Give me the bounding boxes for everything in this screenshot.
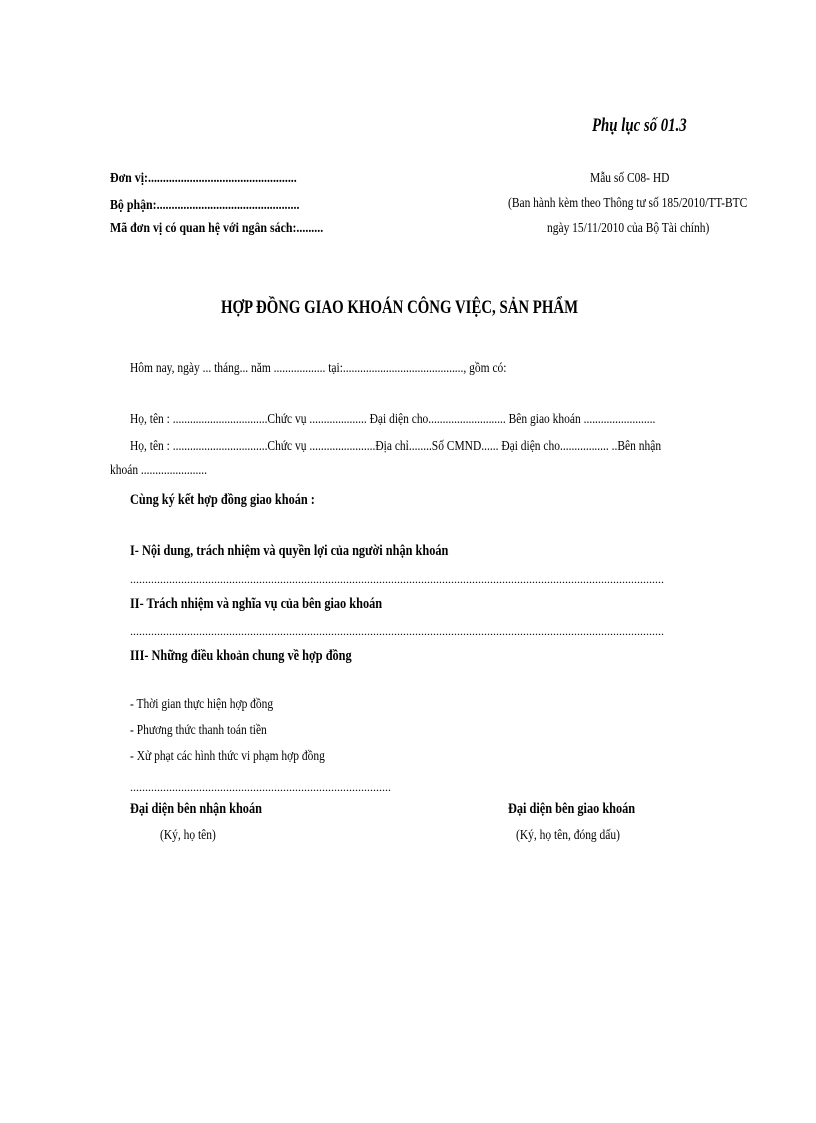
form-code <box>590 172 687 186</box>
section-3-text: III- Những điều khoản chung về hợp đồng <box>130 648 352 664</box>
unit-text: Đơn vị:.................................................. <box>110 171 297 186</box>
budget-code-field <box>110 222 361 236</box>
sign-left-note <box>160 829 228 843</box>
document-title <box>221 298 679 317</box>
party-b-line1 <box>130 440 778 454</box>
issued-note-line2 <box>547 222 745 236</box>
party-b-text-1: Họ, tên : .................................Chức vụ .......................Địa chỉ........Số CMND...... Đại diện cho................. ..Bên nhận <box>130 439 662 454</box>
sign-left-title-text: Đại diện bên nhận khoán <box>130 801 262 817</box>
department-field <box>110 199 333 213</box>
items-fill-line <box>130 780 391 795</box>
agreement-heading <box>130 493 355 508</box>
sign-right-title-text: Đại diện bên giao khoán <box>508 801 636 817</box>
issued-note-line1 <box>508 197 800 211</box>
party-b-text-2: khoán ....................... <box>110 463 207 478</box>
party-a-line <box>130 413 771 427</box>
department-text: Bộ phận:................................................ <box>110 198 300 213</box>
sign-right-note-text: (Ký, họ tên, đóng dấu) <box>516 828 620 843</box>
intro-text: Hôm nay, ngày ... tháng... năm .................. tại:.........................................., gồm có: <box>130 361 507 376</box>
list-item-text: - Xử phạt các hình thức vi phạm hợp đồng <box>130 749 325 764</box>
sign-right-title <box>508 802 663 817</box>
list-item <box>130 698 305 712</box>
section-1-heading <box>130 544 518 559</box>
list-item-text: - Thời gian thực hiện hợp đồng <box>130 697 274 712</box>
items-dots: ....................................................................................... <box>130 780 391 794</box>
document-title-text: HỢP ĐỒNG GIAO KHOÁN CÔNG VIỆC, SẢN PHẨM <box>221 297 579 318</box>
agreement-heading-text: Cùng ký kết hợp đồng giao khoán : <box>130 492 315 508</box>
party-b-line2 <box>110 464 228 478</box>
sign-right-note <box>516 829 643 843</box>
appendix-text: Phụ lục số 01.3 <box>592 115 687 136</box>
issued-note-line1-text: (Ban hành kèm theo Thông tư số 185/2010/TT-BTC <box>508 196 748 211</box>
appendix-label <box>592 116 713 135</box>
section-1-dots: .................................................................................................................................................................................. <box>130 572 664 586</box>
list-item <box>130 724 297 738</box>
intro-line <box>130 362 589 376</box>
sign-left-title <box>130 802 291 817</box>
issued-note-line2-text: ngày 15/11/2010 của Bộ Tài chính) <box>547 221 710 236</box>
section-2-text: II- Trách nhiệm và nghĩa vụ của bên giao khoán <box>130 596 383 612</box>
budget-code-text: Mã đơn vị có quan hệ với ngân sách:......... <box>110 221 324 236</box>
section-2-heading <box>130 597 437 612</box>
form-code-text: Mẫu số C08- HD <box>590 171 670 186</box>
section-2-fill-line <box>130 624 666 639</box>
list-item-text: - Phương thức thanh toán tiền <box>130 723 267 738</box>
section-2-dots: .................................................................................................................................................................................. <box>130 624 664 638</box>
sign-left-note-text: (Ký, họ tên) <box>160 828 216 843</box>
list-item <box>130 750 368 764</box>
party-a-text: Họ, tên : .................................Chức vụ .................... Đại diện cho........................... Bên giao khoán ......................... <box>130 412 656 427</box>
section-3-heading <box>130 649 400 664</box>
section-1-text: I- Nội dung, trách nhiệm và quyền lợi của người nhận khoán <box>130 543 449 559</box>
section-1-fill-line <box>130 572 664 587</box>
unit-field <box>110 172 330 186</box>
